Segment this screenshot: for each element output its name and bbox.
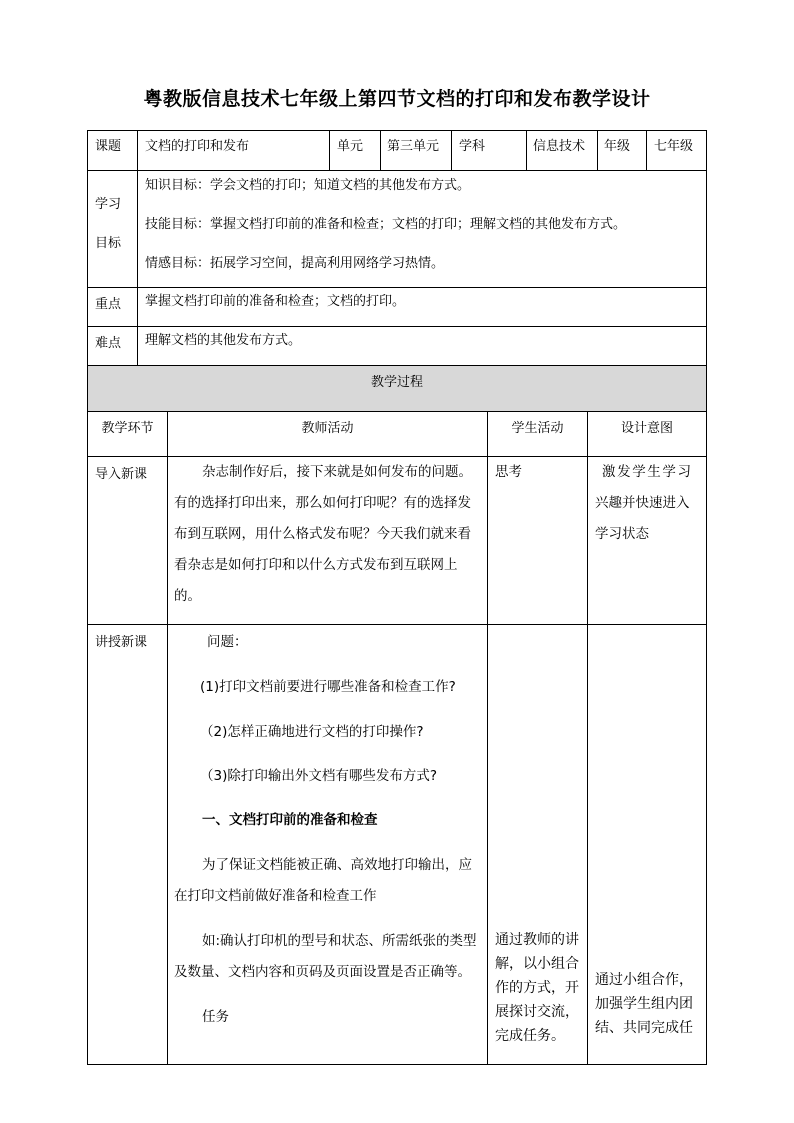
- row-line: [87, 624, 707, 625]
- goals-label-2: 目标: [95, 236, 122, 251]
- lecture-student-line: 完成任务。: [495, 1028, 565, 1044]
- lecture-section-1: 一、文档打印前的准备和检查: [202, 812, 378, 828]
- col-line: [380, 130, 381, 170]
- lecture-student-line: 解，以小组合: [495, 956, 579, 972]
- intro-teacher-line: 有的选择打印出来，那么如何打印呢？有的选择发: [174, 495, 471, 511]
- grade-label: 年级: [604, 139, 631, 154]
- row-line: [87, 326, 707, 327]
- col-line: [137, 130, 138, 365]
- lecture-student-line: 通过教师的讲: [495, 932, 579, 948]
- col-line: [646, 130, 647, 170]
- goals-label-1: 学习: [95, 197, 122, 212]
- table-border-bottom: [87, 1064, 707, 1065]
- process-heading: 教学过程: [370, 375, 423, 390]
- col-line: [587, 411, 588, 1064]
- lecture-student-line: 展探讨交流，: [495, 1004, 579, 1020]
- lecture-question-heading: 问题：: [207, 634, 248, 650]
- row-line: [87, 365, 707, 366]
- lecture-student-line: 作的方式，开: [495, 980, 579, 996]
- intro-intent-line: 兴趣并快速进入: [595, 495, 690, 511]
- col-line: [451, 130, 452, 170]
- lecture-stage: 讲授新课: [95, 635, 148, 650]
- col-line: [597, 130, 598, 170]
- lecture-question-3: （3)除打印输出外文档有哪些发布方式?: [200, 768, 438, 784]
- goal-skill: 技能目标：掌握文档打印前的准备和检查；文档的打印；理解文档的其他发布方式。: [145, 217, 627, 232]
- row-line: [87, 287, 707, 288]
- difficult-points-label: 难点: [95, 336, 122, 351]
- document-title: 粤教版信息技术七年级上第四节文档的打印和发布教学设计: [143, 88, 651, 110]
- col-header-student: 学生活动: [511, 421, 564, 436]
- lecture-intent-line: 通过小组合作，: [595, 972, 693, 988]
- col-header-intent: 设计意图: [620, 421, 673, 436]
- goal-emotion: 情感目标：拓展学习空间，提高利用网络学习热情。: [145, 256, 445, 271]
- row-line: [87, 170, 707, 171]
- intro-teacher-line: 的。: [174, 588, 201, 604]
- lecture-intent-line: 加强学生组内团: [595, 996, 693, 1012]
- difficult-points-value: 理解文档的其他发布方式。: [145, 333, 302, 348]
- subject-value: 信息技术: [533, 139, 586, 154]
- lecture-para1-line1: 为了保证文档能被正确、高效地打印输出，应: [202, 857, 472, 873]
- table-border-right: [706, 130, 707, 1065]
- goal-knowledge: 知识目标：学会文档的打印；知道文档的其他发布方式。: [145, 178, 471, 193]
- unit-value: 第三单元: [387, 139, 440, 154]
- intro-intent-line: 激发学生学习: [602, 464, 693, 480]
- col-line: [526, 130, 527, 170]
- topic-value: 文档的打印和发布: [145, 139, 250, 154]
- lecture-intent-line: 结、共同完成任: [595, 1020, 693, 1036]
- lecture-para2-line1: 如:确认打印机的型号和状态、所需纸张的类型: [202, 933, 477, 949]
- col-line: [329, 130, 330, 170]
- subject-label: 学科: [459, 139, 486, 154]
- grade-value: 七年级: [654, 139, 694, 154]
- col-line: [487, 411, 488, 1064]
- intro-teacher-line: 看杂志是如何打印和以什么方式发布到互联网上: [174, 557, 458, 573]
- intro-stage: 导入新课: [95, 467, 148, 482]
- key-points-value: 掌握文档打印前的准备和检查；文档的打印。: [145, 294, 406, 309]
- row-line: [87, 411, 707, 412]
- lecture-para1-line2: 在打印文档前做好准备和检查工作: [174, 888, 377, 904]
- topic-label: 课题: [95, 139, 122, 154]
- intro-student: 思考: [495, 464, 522, 480]
- intro-teacher-line: 杂志制作好后，接下来就是如何发布的问题。: [202, 464, 472, 480]
- lecture-task: 任务: [202, 1009, 229, 1025]
- intro-intent-line: 学习状态: [595, 526, 649, 542]
- table-border-left: [87, 130, 88, 1065]
- lecture-para2-line2: 及数量、文档内容和页码及页面设置是否正确等。: [174, 964, 471, 980]
- unit-label: 单元: [337, 139, 364, 154]
- col-line: [167, 411, 168, 1064]
- lecture-question-2: （2)怎样正确地进行文档的打印操作?: [200, 724, 424, 740]
- intro-teacher-line: 布到互联网，用什么格式发布呢？今天我们就来看: [174, 526, 471, 542]
- col-header-teacher: 教师活动: [301, 421, 354, 436]
- key-points-label: 重点: [95, 297, 122, 312]
- table-border-top: [87, 130, 707, 131]
- col-header-stage: 教学环节: [101, 421, 154, 436]
- lecture-question-1: (1)打印文档前要进行哪些准备和检查工作?: [200, 679, 456, 695]
